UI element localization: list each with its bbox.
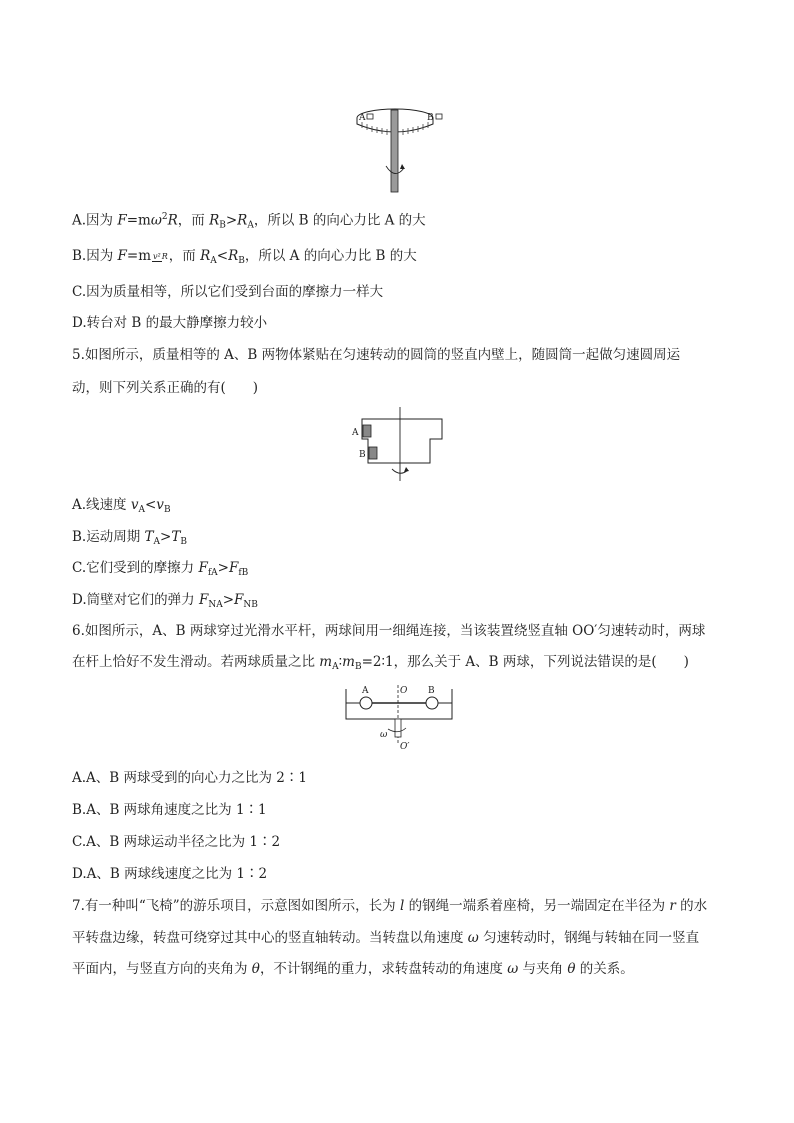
- var: F: [117, 212, 127, 229]
- sub: A: [138, 505, 145, 515]
- text: 的关系。: [575, 961, 634, 977]
- ball-b: [426, 697, 438, 709]
- text: 与夹角: [518, 961, 568, 977]
- label-a: A: [362, 686, 369, 696]
- sub: B: [238, 256, 245, 266]
- var: ω: [150, 212, 162, 229]
- text: ，所以 A 的向心力比 B 的大: [244, 248, 417, 264]
- text: ，而: [168, 248, 201, 264]
- sub: fA: [207, 568, 218, 578]
- text: =2∶1，那么关于 A、B 两球，下列说法错误的是( ): [361, 654, 689, 670]
- sub: fB: [238, 568, 249, 578]
- q4-option-a: [72, 207, 426, 236]
- text: =m: [126, 212, 151, 229]
- label-a: A: [352, 428, 359, 438]
- var: θ: [251, 961, 260, 977]
- text: 的水: [675, 898, 708, 914]
- var: F: [198, 592, 209, 608]
- text: >: [217, 560, 229, 576]
- q7-line-2: [72, 928, 699, 948]
- text: 的钢绳一端系着座椅，另一端固定在半径为: [404, 898, 670, 914]
- q5-option-a: [72, 495, 171, 520]
- label-b: B: [428, 686, 435, 696]
- text: >: [222, 592, 234, 608]
- sub: A: [247, 220, 254, 231]
- q4-option-d: D.转台对 B 的最大静摩擦力较小: [72, 315, 268, 331]
- sub: B: [180, 537, 187, 547]
- var: v: [130, 497, 139, 513]
- turntable-shaft: [391, 110, 398, 192]
- text: A.因为: [72, 212, 118, 229]
- text: 平转盘边缘，转盘可绕穿过其中心的竖直轴转动。当转盘以角速度: [72, 930, 468, 946]
- q5-option-d: [72, 590, 258, 615]
- text: 平面内，与竖直方向的夹角为: [72, 961, 252, 977]
- text: ，而: [177, 212, 210, 229]
- text: <: [144, 497, 157, 513]
- var: F: [234, 592, 244, 608]
- sub: A: [153, 537, 161, 547]
- text: C.它们受到的摩擦力: [72, 560, 199, 576]
- var: r: [669, 898, 676, 914]
- fraction: [152, 253, 168, 261]
- text: 7.有一种叫“飞椅”的游乐项目，示意图如图所示，长为: [72, 898, 400, 914]
- var: R: [237, 212, 248, 229]
- text: ，不计钢绳的重力，求转盘转动的角速度: [259, 961, 508, 977]
- q4-option-b: [72, 246, 417, 271]
- ball-a: [360, 697, 372, 709]
- text: <: [216, 248, 229, 264]
- block-b: [369, 447, 377, 459]
- label-b: B: [359, 450, 366, 460]
- sub: B: [354, 662, 362, 672]
- text: D.筒壁对它们的弹力: [72, 592, 199, 608]
- text: ，所以 B 的向心力比 A 的大: [253, 212, 426, 229]
- var: l: [399, 898, 405, 914]
- block-b: [436, 114, 442, 119]
- q6-stem-line-2: [72, 652, 689, 677]
- q5-stem-line-2: 动，则下列关系正确的有( ): [72, 380, 259, 396]
- var: T: [144, 529, 154, 545]
- text: B.运动周期: [72, 529, 145, 545]
- var: θ: [567, 961, 576, 977]
- q7-line-1: [72, 896, 707, 916]
- numerator: v²: [153, 251, 161, 261]
- label-o: O: [400, 686, 408, 696]
- text: >: [160, 529, 172, 545]
- sup: 2: [161, 212, 168, 222]
- var: ω: [467, 930, 479, 946]
- q6-option-c: C.A、B 两球运动半径之比为 1∶2: [72, 834, 281, 850]
- arrowhead-icon: [400, 164, 405, 169]
- text: 匀速转动时，钢绳与转轴在同一竖直: [478, 930, 700, 946]
- rod-figure: [340, 683, 460, 753]
- text: 在杆上恰好不发生滑动。若两球质量之比: [72, 654, 320, 670]
- q6-option-a: A.A、B 两球受到的向心力之比为 2∶1: [72, 770, 307, 786]
- var: F: [228, 560, 239, 576]
- q6-option-b: B.A、B 两球角速度之比为 1∶1: [72, 802, 267, 818]
- q5-option-b: [72, 527, 187, 552]
- sub: A: [210, 256, 217, 266]
- var: F: [198, 560, 208, 576]
- var: R: [200, 248, 211, 264]
- cylinder-figure: [348, 405, 448, 485]
- sub: B: [163, 505, 171, 515]
- q6-stem-line-1: 6.如图所示，A、B 两球穿过光滑水平杆，两球间用一细绳连接，当该装置绕竖直轴 OO′匀速转动时，两球: [72, 623, 706, 639]
- var: R: [209, 212, 220, 229]
- q5-stem-line-1: 5.如图所示，质量相等的 A、B 两物体紧贴在匀速转动的圆筒的竖直内壁上，随圆筒一起做匀速圆周运: [72, 347, 681, 363]
- var: ω: [507, 961, 519, 977]
- text: >: [225, 212, 238, 229]
- text: =m: [126, 248, 152, 264]
- text: A.线速度: [72, 497, 131, 513]
- var: m: [342, 654, 355, 670]
- sub: B: [219, 220, 226, 231]
- var: R: [228, 248, 239, 264]
- var: F: [117, 248, 127, 264]
- q7-line-3: [72, 959, 634, 979]
- label-omega: ω: [380, 730, 388, 740]
- sub: NA: [208, 600, 223, 610]
- block-a: [363, 425, 371, 437]
- var: m: [319, 654, 333, 670]
- text: B.因为: [72, 248, 118, 264]
- sub: A: [332, 662, 339, 672]
- label-b: B: [427, 113, 434, 123]
- label-o-prime: O′: [400, 742, 410, 752]
- q4-option-c: C.因为质量相等，所以它们受到台面的摩擦力一样大: [72, 284, 384, 300]
- q6-option-d: D.A、B 两球线速度之比为 1∶2: [72, 866, 268, 882]
- block-a: [367, 114, 373, 119]
- var: T: [171, 529, 181, 545]
- text: ∶: [338, 654, 343, 670]
- var: v: [156, 497, 164, 513]
- shaft: [395, 719, 401, 737]
- sub: NB: [243, 600, 258, 610]
- var: R: [167, 212, 178, 229]
- q5-option-c: [72, 558, 248, 583]
- label-a: A: [359, 113, 366, 123]
- turntable-figure: [340, 100, 450, 195]
- arrowhead-icon: [404, 467, 409, 472]
- denominator: R: [161, 251, 168, 261]
